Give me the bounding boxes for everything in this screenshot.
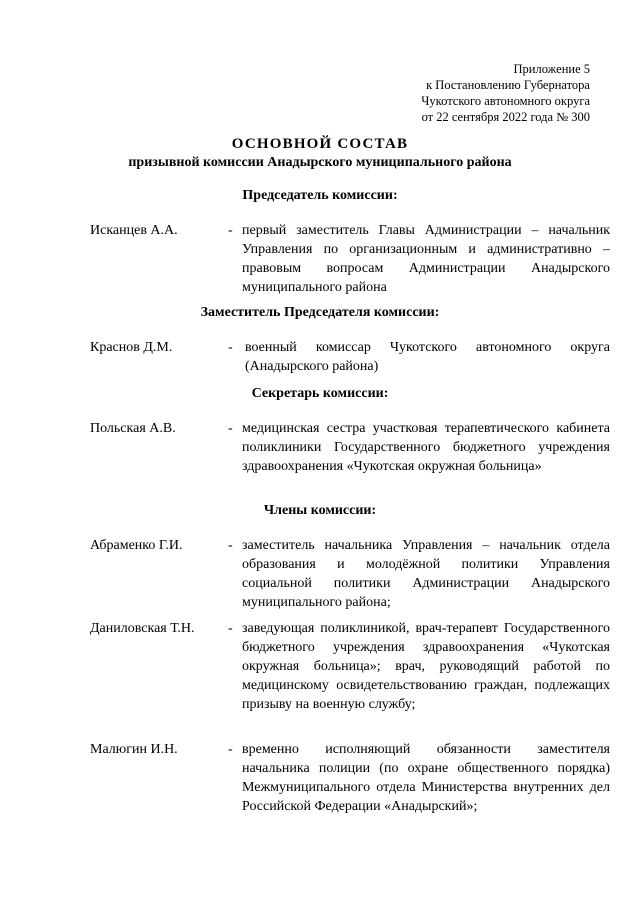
appendix-line-2: к Постановлению Губернатора: [426, 78, 590, 92]
member-role: заведующая поликлиникой, врач-терапевт Государственного бюджетного учреждения здравоохранения «Чукотская окружная больница»; врач, руководящий работой по медицинскому освидетельствованию граждан, подлежащих призыву на военную службу;: [242, 621, 610, 712]
dash-separator: -: [228, 340, 233, 355]
appendix-line-4: от 22 сентября 2022 года № 300: [421, 110, 590, 124]
member-role: первый заместитель Главы Администрации – начальник Управления по организационным и административно – правовым вопросам Администрации Анадырского муниципального района: [242, 223, 610, 295]
dash-separator: -: [228, 742, 233, 757]
member-name: Польская А.В.: [90, 421, 176, 436]
dash-separator: -: [228, 621, 233, 636]
dash-separator: -: [228, 421, 233, 436]
appendix-line-3: Чукотского автономного округа: [421, 94, 590, 108]
member-name: Абраменко Г.И.: [90, 538, 183, 553]
deputy-heading: Заместитель Председателя комиссии:: [200, 305, 440, 320]
dash-separator: -: [228, 538, 233, 553]
member-name: Исканцев А.А.: [90, 223, 178, 238]
member-role: заместитель начальника Управления – начальник отдела образования и молодёжной политики Управления социальной политики Администрации Анадырского муниципального района;: [242, 538, 610, 610]
member-role: временно исполняющий обязанности заместителя начальника полиции (по охране общественного порядка) Межмуниципального отдела Министерства внутренних дел Российской Федерации «Анадырский»;: [242, 742, 610, 814]
member-role: военный комиссар Чукотского автономного округа (Анадырского района): [245, 340, 610, 374]
document-subtitle: призывной комиссии Анадырского муниципального района: [128, 155, 512, 170]
member-name: Даниловская Т.Н.: [90, 621, 195, 636]
member-role: медицинская сестра участковая терапевтического кабинета поликлиники Государственного бюджетного учреждения здравоохранения «Чукотская окружная больница»: [242, 421, 610, 474]
members-heading: Члены комиссии:: [263, 503, 377, 518]
secretary-heading: Секретарь комиссии:: [251, 386, 389, 401]
dash-separator: -: [228, 223, 233, 238]
member-name: Краснов Д.М.: [90, 340, 173, 355]
document-title: ОСНОВНОЙ СОСТАВ: [231, 136, 409, 152]
member-name: Малюгин И.Н.: [90, 742, 178, 757]
chair-heading: Председатель комиссии:: [242, 188, 398, 203]
appendix-line-1: Приложение 5: [513, 62, 590, 76]
appendix-reference: [290, 61, 590, 125]
